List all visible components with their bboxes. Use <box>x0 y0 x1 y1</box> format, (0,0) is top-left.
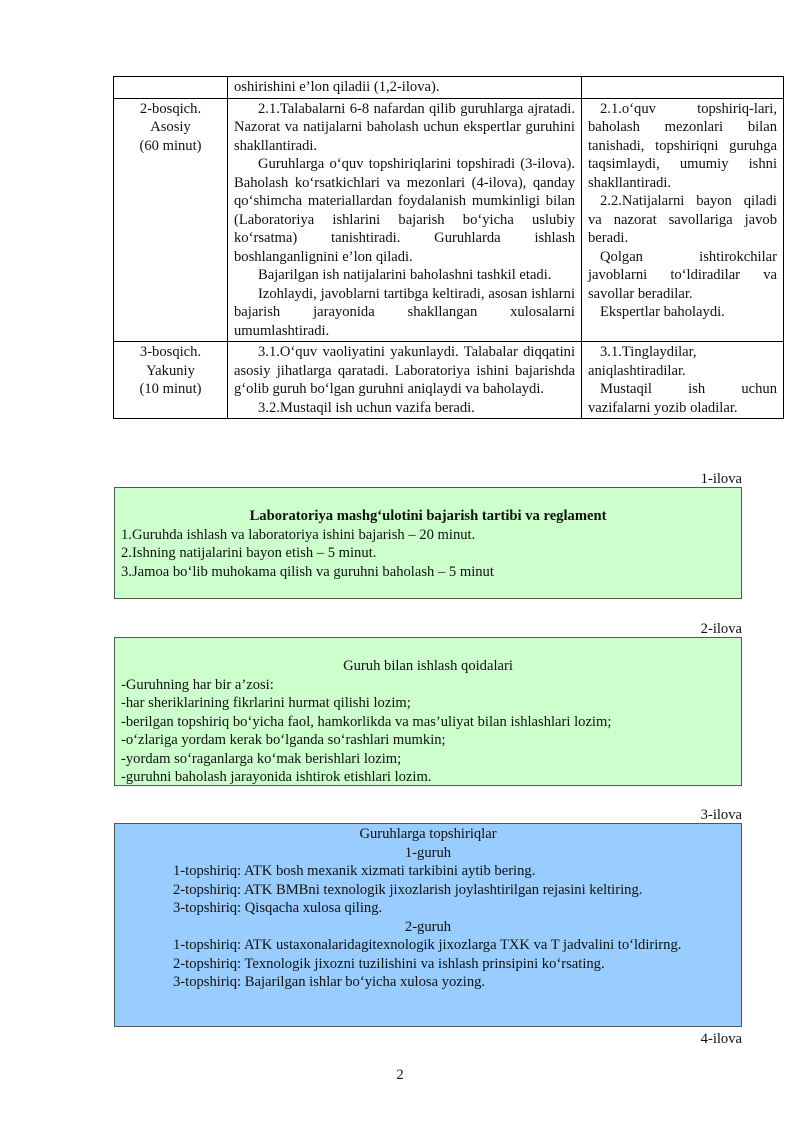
group-heading: 1-guruh <box>404 844 452 861</box>
appendix-label: 3-ilova <box>700 807 742 823</box>
stage-cell: 3-bosqich. Yakuniy (10 minut) <box>114 342 228 419</box>
task-item: 1-topshiriq: ATK ustaxonalaridagitexnologik jixozlarga TXK va T jadvalini to‘ldirirng. <box>173 937 682 953</box>
appendix-label: 4-ilova <box>700 1031 742 1047</box>
list-item: -Guruhning har bir a’zosi: <box>121 676 274 693</box>
student-activity-cell <box>582 98 784 342</box>
table-row <box>114 98 784 342</box>
appendix-label: 2-ilova <box>700 621 742 637</box>
table-row <box>114 77 784 99</box>
appendix-1-box <box>114 487 742 599</box>
task-item: 2-topshiriq: Texnologik jixozni tuzilishini va ishlash prinsipini ko‘rsating. <box>173 955 605 972</box>
table-row <box>114 342 784 419</box>
list-item: 1.Guruhda ishlash va laboratoriya ishini bajarish – 20 minut. <box>121 526 476 543</box>
appendix-title: Guruhlarga topshiriqlar <box>359 826 497 842</box>
table-cell: oshirishini e’lon qiladii (1,2-ilova). <box>228 77 582 99</box>
list-item: 2.Ishning natijalarini bayon etish – 5 minut. <box>121 545 377 561</box>
lesson-plan-table <box>113 76 784 419</box>
paragraph: Mustaqil ish uchun vazifalarni yozib oladilar. <box>588 381 777 416</box>
appendix-2-box <box>114 637 742 786</box>
paragraph: 2.1.Talabalarni 6-8 nafardan qilib guruhlarga ajratadi. Nazorat va natijalarni baholash uchun ekspertlar guruhini shakllantiradi. <box>234 100 575 154</box>
paragraph: 2.1.o‘quv topshiriq-lari, baholash mezonlari bilan tanishadi, topshiriqni guruhga taqsimlaydi, umumiy ishni shakllantiradi. <box>588 100 777 191</box>
appendix-title: Laboratoriya mashg‘ulotini bajarish tartibi va reglament <box>249 508 607 524</box>
group-heading: 2-guruh <box>404 918 452 935</box>
list-item: -yordam so‘raganlarga ko‘mak berishlari lozim; <box>121 750 402 767</box>
teacher-activity-cell <box>228 98 582 342</box>
paragraph: 3.2.Mustaqil ish uchun vazifa beradi. <box>258 399 475 416</box>
stage-cell: 2-bosqich. Asosiy (60 minut) <box>114 98 228 342</box>
task-item: 3-topshiriq: Qisqacha xulosa qiling. <box>173 900 383 916</box>
paragraph: Ekspertlar baholaydi. <box>600 304 725 320</box>
paragraph: 2.2.Natijalarni bayon qiladi va nazorat savollariga javob beradi. <box>588 193 777 246</box>
page-number: 2 <box>396 1067 404 1083</box>
appendix-3-box <box>114 823 742 1027</box>
appendix-label: 1-ilova <box>700 471 742 487</box>
table-cell <box>582 77 784 99</box>
student-activity-cell <box>582 342 784 419</box>
list-item: -guruhni baholash jarayonida ishtirok etishlari lozim. <box>121 769 432 785</box>
appendix-title: Guruh bilan ishlash qoidalari <box>343 658 513 674</box>
list-item: -berilgan topshiriq bo‘yicha faol, hamkorlikda va mas’uliyat bilan ishlashlari lozim; <box>121 713 612 730</box>
list-item: -o‘zlariga yordam kerak bo‘lganda so‘rashlari mumkin; <box>121 732 446 748</box>
paragraph: Bajarilgan ish natijalarini baholashni tashkil etadi. <box>258 267 552 283</box>
paragraph: Guruhlarga o‘quv topshiriqlarini topshiradi (3-ilova). Baholash ko‘rsatkichlari va mezonlari (4-ilova), qanday qo‘shimcha materiallardan foydalanish mumkinligi bilan (Laboratoriya ishlarini bajarish bo‘yicha uslubiy ko‘rsatma) tanishtiradi. Guruhlarda ishlash boshlanganlignini e’lon qiladi. <box>234 156 575 265</box>
task-item: 1-topshiriq: ATK bosh mexanik xizmati tarkibini aytib bering. <box>173 863 536 879</box>
list-item: -har sheriklarining fikrlarini hurmat qilishi lozim; <box>121 695 411 711</box>
paragraph: Izohlaydi, javoblarni tartibga keltiradi, asosan ishlarni bajarish jarayonida shakllangan xulosalarni umumlashtiradi. <box>234 285 575 339</box>
task-item: 2-topshiriq: ATK BMBni texnologik jixozlarish joylashtirilgan rejasini keltiring. <box>173 881 643 898</box>
paragraph: 3.1.Tinglaydilar, aniqlashtiradilar. <box>588 344 697 379</box>
task-item: 3-topshiriq: Bajarilgan ishlar bo‘yicha xulosa yozing. <box>173 974 486 990</box>
teacher-activity-cell <box>228 342 582 419</box>
paragraph: 3.1.O‘quv vaoliyatini yakunlaydi. Talabalar diqqatini asosiy jihatlarga qaratadi. Laboratoriya ishini bajarishda g‘olib guruh bo‘lgan guruhni aniqlaydi va baholaydi. <box>234 344 575 397</box>
paragraph: Qolgan ishtirokchilar javoblarni to‘ldiradilar va savollar beradilar. <box>588 248 777 302</box>
list-item: 3.Jamoa bo‘lib muhokama qilish va guruhni baholash – 5 minut <box>121 563 494 580</box>
